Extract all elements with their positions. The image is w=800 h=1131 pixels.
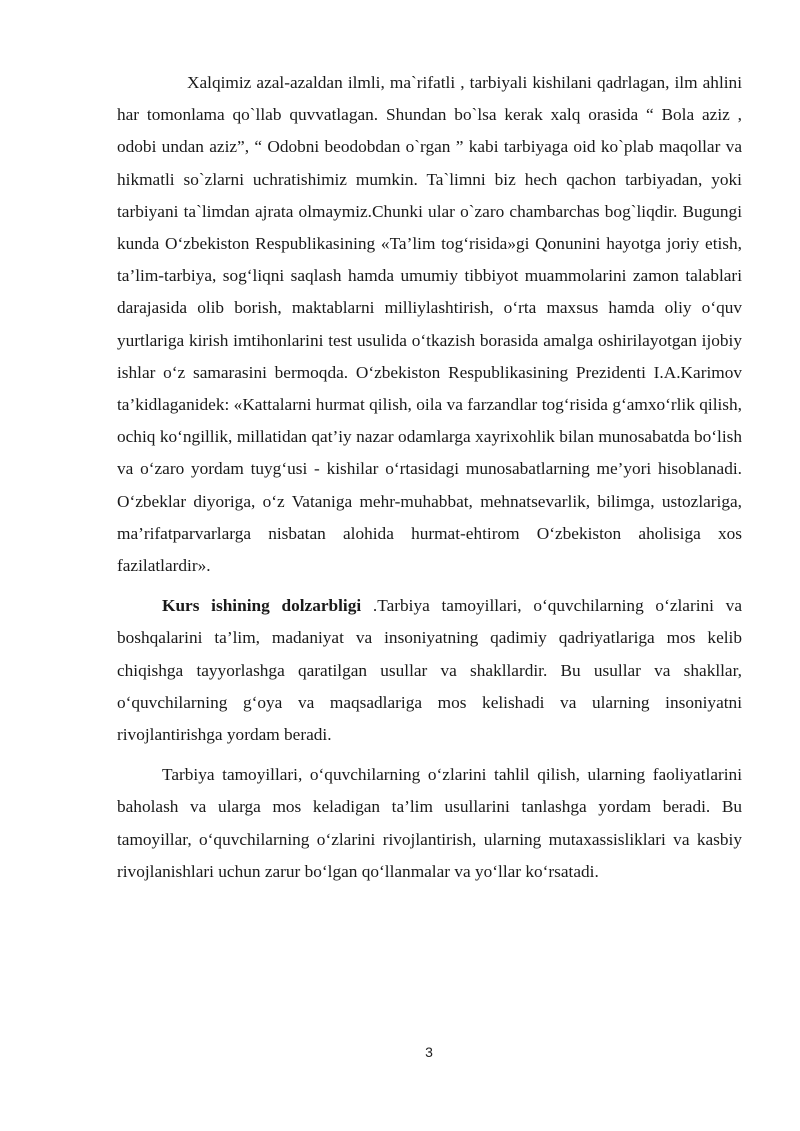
paragraph-relevance <box>117 590 742 751</box>
paragraph-relevance-text: .Tarbiya tamoyillari, o‘quvchilarning o‘zlarini va boshqalarini ta’lim, madaniyat va insoniyatning qadimiy qadriyatlariga mos kelib chiqishga tayyorlashga qaratilgan usullar va shakllardir. Bu usullar va shakllar, o‘quvchilarning g‘oya va maqsadlariga mos kelishadi va ularning insoniyatni rivojlantirishga yordam beradi. <box>117 596 742 745</box>
paragraph-principles-text: Tarbiya tamoyillari, o‘quvchilarning o‘zlarini tahlil qilish, ularning faoliyatlarini baholash va ularga mos keladigan ta’lim usullarini tanlashga yordam beradi. Bu tamoyillar, o‘quvchilarning o‘zlarini rivojlantirish, ularning mutaxassisliklari va kasbiy rivojlanishlari uchun zarur bo‘lgan qo‘llanmalar va yo‘llar ko‘rsatadi. <box>117 765 742 881</box>
paragraph-intro <box>117 67 742 582</box>
relevance-heading: Kurs ishining dolzarbligi <box>162 596 362 616</box>
paragraph-intro-text: Xalqimiz azal-azaldan ilmli, ma`rifatli , tarbiyali kishilani qadrlagan, ilm ahlini har tomonlama qo`llab quvvatlagan. Shundan bo`lsa kerak xalq orasida “ Bola aziz , odobi undan aziz”, “ Odobni beodobdan o`rgan ” kabi tarbiyaga oid ko`plab maqollar va hikmatli so`zlarni uchratishimiz mumkin. Ta`limni biz hech qachon tarbiyadan, yoki tarbiyani ta`limdan ajrata olmaymiz.Chunki ular o`zaro chambarchas bog`liqdir. Bugungi kunda O‘zbekiston Respublikasining «Ta’lim tog‘risida»gi Qonunini hayotga joriy etish, ta’lim-tarbiya, sog‘liqni saqlash hamda umumiy tibbiyot muammolarini zamon talablari darajasida olib borish, maktablarni milliylashtirish, o‘rta maxsus hamda oliy o‘quv yurtlariga kirish imtihonlarini test usulida o‘tkazish borasida amalga oshirilayotgan ijobiy ishlar o‘z samarasini bermoqda. O‘zbekiston Respublikasining Prezidenti I.A.Karimov ta’kidlaganidek: «Kattalarni hurmat qilish, oila va farzandlar tog‘risida g‘amxo‘rlik qilish, ochiq ko‘ngillik, millatidan qat’iy nazar odamlarga xayrixohlik bilan munosabatda bo‘lish va o‘zaro yordam tuyg‘usi - kishilar o‘rtasidagi munosabatlarning me’yori hisoblanadi. O‘zbeklar diyoriga, o‘z Vataniga mehr-muhabbat, mehnatsevarlik, bilimga, ustozlariga, ma’rifatparvarlarga nisbatan alohida hurmat-ehtirom O‘zbekiston aholisiga xos fazilatlardir». <box>117 73 742 576</box>
page-body <box>117 67 742 888</box>
paragraph-principles <box>117 759 742 888</box>
page-number: 3 <box>425 1044 433 1060</box>
